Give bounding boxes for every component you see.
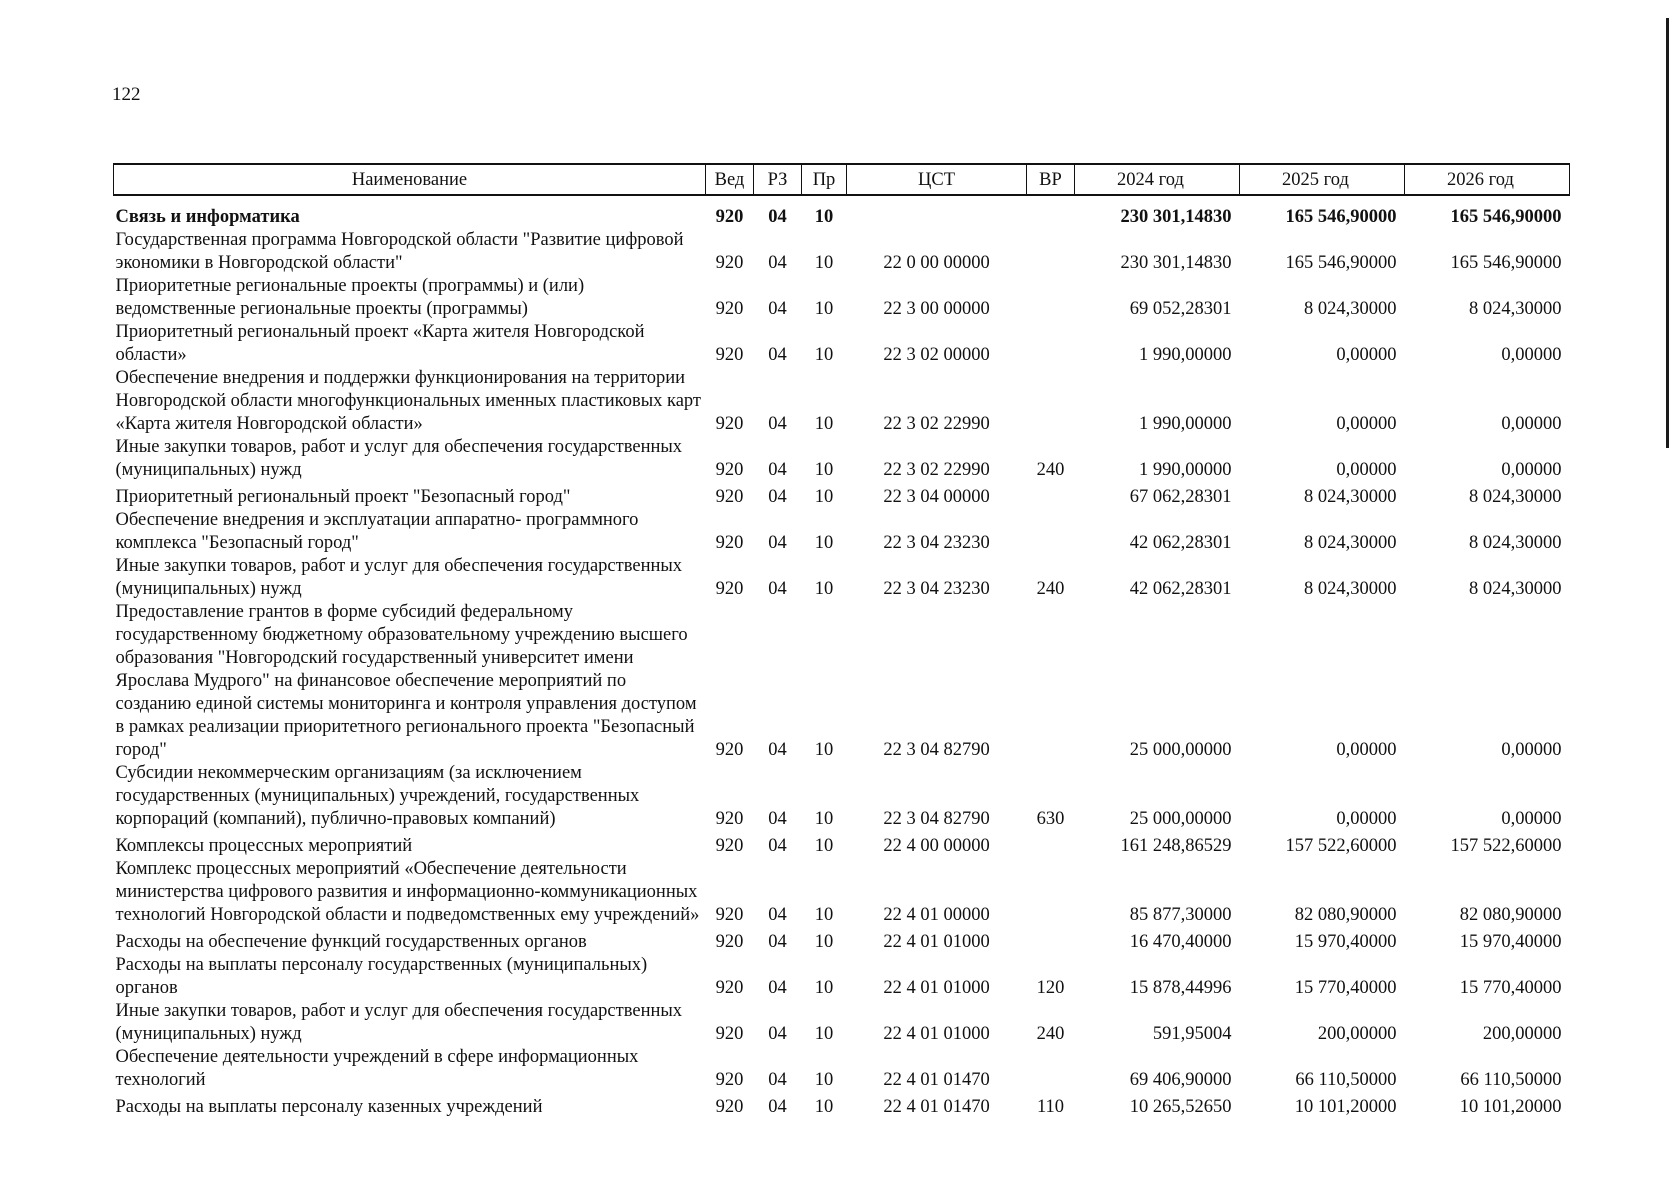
row-ved: 920	[715, 1097, 744, 1117]
table-row	[114, 482, 1570, 509]
row-name: Расходы на выплаты персоналу казенных учреждений	[115, 1097, 543, 1117]
row-amount-2024: 85 877,30000	[1129, 905, 1232, 925]
row-pr: 10	[814, 740, 834, 760]
row-name: Обеспечение деятельности учреждений в сфере информационных технологий	[115, 1047, 639, 1090]
row-ved: 920	[715, 299, 744, 319]
row-vr	[1027, 858, 1075, 927]
row-amount-2024: 15 878,44996	[1129, 978, 1232, 998]
row-vr: 630	[1036, 809, 1065, 829]
header-2025: 2025 год	[1240, 164, 1405, 195]
row-amount-2025: 0,00000	[1336, 414, 1397, 434]
row-cst: 22 0 00 00000	[883, 253, 990, 273]
row-amount-2024: 161 248,86529	[1120, 836, 1232, 856]
row-amount-2024: 1 990,00000	[1139, 460, 1232, 480]
row-rz: 04	[768, 740, 787, 760]
row-ved: 920	[715, 460, 744, 480]
row-amount-2026: 157 522,60000	[1450, 836, 1562, 856]
row-rz: 04	[768, 1097, 787, 1117]
row-vr: 110	[1036, 1097, 1065, 1117]
row-amount-2024: 230 301,14830	[1120, 253, 1232, 273]
row-vr	[1027, 229, 1075, 275]
row-amount-2025: 82 080,90000	[1294, 905, 1397, 925]
row-ved: 920	[715, 932, 744, 952]
row-ved: 920	[715, 487, 744, 507]
table-row	[114, 555, 1570, 601]
row-amount-2025: 0,00000	[1336, 740, 1397, 760]
row-rz: 04	[768, 836, 787, 856]
table-row	[114, 858, 1570, 927]
row-rz: 04	[768, 460, 787, 480]
row-amount-2026: 0,00000	[1501, 460, 1562, 480]
row-ved: 920	[715, 1070, 744, 1090]
row-name: Иные закупки товаров, работ и услуг для обеспечения государственных (муниципальных) нужд	[115, 556, 683, 599]
row-pr: 10	[814, 253, 834, 273]
row-pr: 10	[814, 487, 834, 507]
header-ved: Вед	[706, 164, 754, 195]
row-amount-2026: 8 024,30000	[1469, 299, 1562, 319]
row-rz: 04	[768, 932, 787, 952]
row-amount-2025: 66 110,50000	[1295, 1070, 1397, 1090]
table-row	[114, 831, 1570, 858]
row-cst: 22 3 04 23230	[883, 579, 990, 599]
header-2024: 2024 год	[1075, 164, 1240, 195]
table-row	[114, 1046, 1570, 1092]
row-amount-2025: 0,00000	[1336, 345, 1397, 365]
row-cst: 22 4 01 01000	[883, 932, 990, 952]
row-pr: 10	[814, 579, 834, 599]
row-amount-2024: 25 000,00000	[1129, 809, 1232, 829]
row-amount-2025: 15 970,40000	[1294, 932, 1397, 952]
row-amount-2026: 8 024,30000	[1469, 579, 1562, 599]
row-amount-2026: 10 101,20000	[1459, 1097, 1562, 1117]
row-amount-2024: 42 062,28301	[1129, 579, 1232, 599]
row-amount-2024: 42 062,28301	[1129, 533, 1232, 553]
table-body	[114, 195, 1570, 1119]
row-rz: 04	[768, 414, 787, 434]
row-vr: 240	[1036, 460, 1065, 480]
row-vr	[1027, 482, 1075, 509]
row-amount-2026: 15 970,40000	[1459, 932, 1562, 952]
row-amount-2026: 8 024,30000	[1469, 487, 1562, 507]
row-amount-2024: 16 470,40000	[1129, 932, 1232, 952]
row-name: Приоритетные региональные проекты (программы) и (или) ведомственные региональные проекты (программы)	[115, 276, 585, 319]
row-cst: 22 4 01 01000	[883, 1024, 990, 1044]
table-row	[114, 436, 1570, 482]
row-pr: 10	[814, 414, 834, 434]
row-pr: 10	[814, 207, 834, 227]
row-cst: 22 4 00 00000	[883, 836, 990, 856]
table-row	[114, 275, 1570, 321]
row-cst: 22 3 00 00000	[883, 299, 990, 319]
header-vr: ВР	[1027, 164, 1075, 195]
table-row	[114, 1000, 1570, 1046]
row-pr: 10	[814, 1024, 834, 1044]
table-row	[114, 195, 1570, 229]
row-name: Приоритетный региональный проект «Карта жителя Новгородской области»	[115, 322, 645, 365]
row-cst: 22 4 01 01470	[883, 1097, 990, 1117]
row-rz: 04	[768, 487, 787, 507]
row-amount-2026: 66 110,50000	[1460, 1070, 1562, 1090]
row-vr	[1027, 321, 1075, 367]
row-amount-2024: 69 406,90000	[1129, 1070, 1232, 1090]
row-rz: 04	[768, 579, 787, 599]
row-cst: 22 3 02 22990	[883, 414, 990, 434]
page-number: 122	[112, 84, 141, 105]
row-vr	[1027, 367, 1075, 436]
row-amount-2024: 25 000,00000	[1129, 740, 1232, 760]
row-cst: 22 3 04 82790	[883, 809, 990, 829]
row-name: Комплексы процессных мероприятий	[115, 836, 413, 856]
row-amount-2025: 10 101,20000	[1294, 1097, 1397, 1117]
row-ved: 920	[715, 978, 744, 998]
row-amount-2025: 165 546,90000	[1285, 253, 1397, 273]
row-name: Расходы на выплаты персоналу государственных (муниципальных) органов	[115, 955, 648, 998]
row-cst: 22 4 01 01000	[883, 978, 990, 998]
row-rz: 04	[768, 207, 787, 227]
row-cst: 22 3 02 00000	[883, 345, 990, 365]
row-pr: 10	[814, 932, 834, 952]
row-name: Связь и информатика	[115, 207, 300, 227]
row-amount-2026: 82 080,90000	[1459, 905, 1562, 925]
row-cst	[847, 195, 1027, 229]
row-name: Иные закупки товаров, работ и услуг для обеспечения государственных (муниципальных) нужд	[115, 437, 683, 480]
row-rz: 04	[768, 809, 787, 829]
row-amount-2026: 200,00000	[1482, 1024, 1562, 1044]
row-pr: 10	[814, 299, 834, 319]
row-vr	[1027, 601, 1075, 762]
row-pr: 10	[814, 978, 834, 998]
row-rz: 04	[768, 1070, 787, 1090]
row-cst: 22 3 04 23230	[883, 533, 990, 553]
row-amount-2025: 8 024,30000	[1304, 487, 1397, 507]
budget-table	[113, 163, 1570, 1119]
row-amount-2024: 10 265,52650	[1129, 1097, 1232, 1117]
row-pr: 10	[814, 533, 834, 553]
row-vr	[1027, 831, 1075, 858]
row-amount-2025: 0,00000	[1336, 460, 1397, 480]
row-name: Государственная программа Новгородской области "Развитие цифровой экономики в Новгородской области"	[115, 230, 684, 273]
scan-edge-line	[1666, 18, 1669, 448]
row-pr: 10	[814, 905, 834, 925]
row-ved: 920	[715, 345, 744, 365]
row-name: Приоритетный региональный проект "Безопасный город"	[115, 487, 571, 507]
row-ved: 920	[715, 533, 744, 553]
row-amount-2025: 8 024,30000	[1304, 299, 1397, 319]
row-pr: 10	[814, 809, 834, 829]
row-amount-2025: 8 024,30000	[1304, 579, 1397, 599]
row-pr: 10	[814, 836, 834, 856]
row-name: Обеспечение внедрения и эксплуатации аппаратно- программного комплекса "Безопасный город"	[115, 510, 639, 553]
table-row	[114, 509, 1570, 555]
row-amount-2025: 8 024,30000	[1304, 533, 1397, 553]
row-amount-2025: 15 770,40000	[1294, 978, 1397, 998]
table-row	[114, 927, 1570, 954]
row-pr: 10	[814, 460, 834, 480]
row-cst: 22 4 01 01470	[883, 1070, 990, 1090]
header-2026: 2026 год	[1405, 164, 1570, 195]
row-rz: 04	[768, 978, 787, 998]
row-cst: 22 3 04 00000	[883, 487, 990, 507]
row-cst: 22 3 02 22990	[883, 460, 990, 480]
row-amount-2026: 0,00000	[1501, 809, 1562, 829]
row-amount-2025: 0,00000	[1336, 809, 1397, 829]
header-name: Наименование	[114, 164, 706, 195]
table-row	[114, 954, 1570, 1000]
row-amount-2024: 1 990,00000	[1139, 345, 1232, 365]
row-vr	[1027, 1046, 1075, 1092]
row-amount-2026: 8 024,30000	[1469, 533, 1562, 553]
row-amount-2024: 1 990,00000	[1139, 414, 1232, 434]
row-rz: 04	[768, 299, 787, 319]
row-amount-2026: 0,00000	[1501, 414, 1562, 434]
row-name: Комплекс процессных мероприятий «Обеспечение деятельности министерства цифрового развития и информационно-коммуникационных технологий Новгородской области и подведомственных ему учреждений»	[115, 859, 700, 925]
row-amount-2025: 157 522,60000	[1285, 836, 1397, 856]
row-ved: 920	[715, 207, 744, 227]
row-vr	[1027, 195, 1075, 229]
row-name: Субсидии некоммерческим организациям (за исключением государственных (муниципальных) учреждений, государственных корпораций (компаний), публично-правовых компаний)	[115, 763, 640, 829]
row-vr: 240	[1036, 1024, 1065, 1044]
row-rz: 04	[768, 345, 787, 365]
table-row	[114, 367, 1570, 436]
row-amount-2024: 67 062,28301	[1129, 487, 1232, 507]
table-row	[114, 321, 1570, 367]
row-vr	[1027, 509, 1075, 555]
row-pr: 10	[814, 1097, 834, 1117]
row-rz: 04	[768, 1024, 787, 1044]
row-vr: 240	[1036, 579, 1065, 599]
row-ved: 920	[715, 836, 744, 856]
row-vr: 120	[1036, 978, 1065, 998]
row-rz: 04	[768, 253, 787, 273]
table-row	[114, 762, 1570, 831]
row-amount-2026: 165 546,90000	[1450, 253, 1562, 273]
row-pr: 10	[814, 1070, 834, 1090]
row-ved: 920	[715, 740, 744, 760]
row-ved: 920	[715, 579, 744, 599]
row-amount-2024: 230 301,14830	[1120, 207, 1232, 227]
row-amount-2025: 200,00000	[1317, 1024, 1397, 1044]
row-amount-2026: 165 546,90000	[1450, 207, 1562, 227]
table-header-row	[114, 164, 1570, 195]
row-cst: 22 4 01 00000	[883, 905, 990, 925]
row-cst: 22 3 04 82790	[883, 740, 990, 760]
header-pr: Пр	[802, 164, 847, 195]
row-amount-2025: 165 546,90000	[1285, 207, 1397, 227]
row-ved: 920	[715, 905, 744, 925]
header-cst: ЦСТ	[847, 164, 1027, 195]
row-name: Обеспечение внедрения и поддержки функционирования на территории Новгородской области многофункциональных именных пластиковых карт «Карта жителя Новгородской области»	[115, 368, 702, 434]
row-ved: 920	[715, 414, 744, 434]
table-row	[114, 601, 1570, 762]
row-amount-2024: 69 052,28301	[1129, 299, 1232, 319]
row-vr	[1027, 927, 1075, 954]
row-ved: 920	[715, 1024, 744, 1044]
row-name: Иные закупки товаров, работ и услуг для обеспечения государственных (муниципальных) нужд	[115, 1001, 683, 1044]
row-name: Предоставление грантов в форме субсидий федеральному государственному бюджетному образовательному учреждению высшего образования "Новгородский государственный университет имени Ярослава Мудрого" на финансовое обеспечение мероприятий по созданию единой системы мониторинга и контроля управления доступом в рамках реализации приоритетного регионального проекта "Безопасный город"	[115, 602, 697, 760]
row-pr: 10	[814, 345, 834, 365]
row-amount-2026: 15 770,40000	[1459, 978, 1562, 998]
table-row	[114, 1092, 1570, 1119]
row-amount-2026: 0,00000	[1501, 740, 1562, 760]
header-rz: РЗ	[754, 164, 802, 195]
row-amount-2024: 591,95004	[1152, 1024, 1232, 1044]
row-rz: 04	[768, 905, 787, 925]
table-row	[114, 229, 1570, 275]
row-rz: 04	[768, 533, 787, 553]
row-amount-2026: 0,00000	[1501, 345, 1562, 365]
row-name: Расходы на обеспечение функций государственных органов	[115, 932, 587, 952]
row-ved: 920	[715, 809, 744, 829]
row-ved: 920	[715, 253, 744, 273]
row-vr	[1027, 275, 1075, 321]
